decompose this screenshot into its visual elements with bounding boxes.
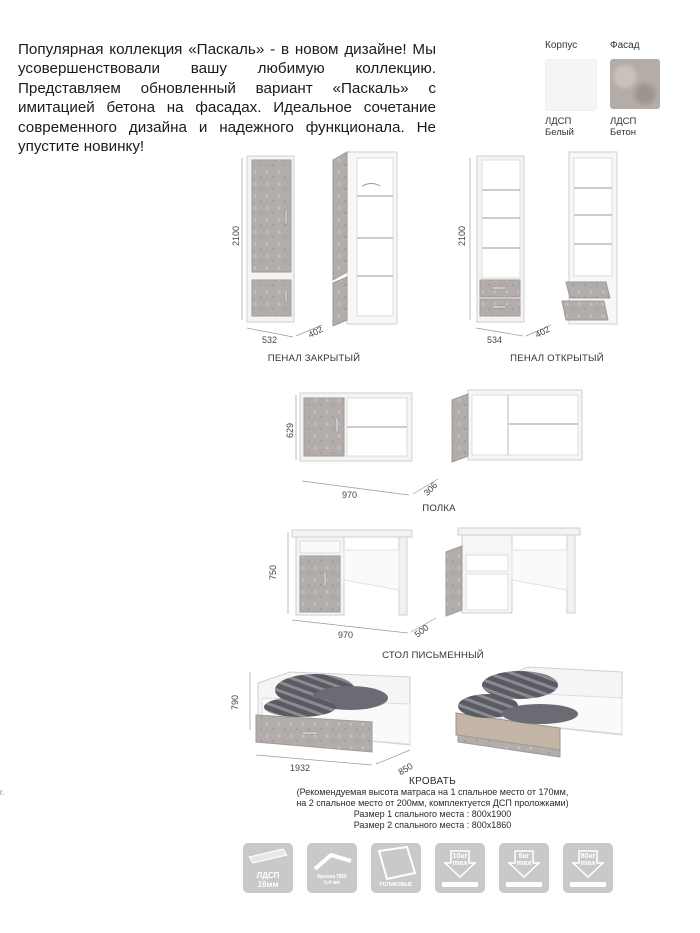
- ldsp-label: ЛДСП 16мм: [256, 871, 280, 889]
- bed-note-line2: на 2 спальное место от 200мм, комплектуется ДСП проложками): [296, 798, 569, 808]
- penal-open-caption: ПЕНАЛ ОТКРЫТЫЙ: [510, 353, 604, 364]
- load-5kg-bar: [506, 882, 542, 887]
- bed-depth: 850: [396, 760, 415, 778]
- bed-extended: [456, 667, 622, 757]
- desk-open-view: [446, 528, 580, 616]
- korpus-name: ЛДСП Белый: [545, 116, 574, 138]
- desk-front: [292, 530, 412, 615]
- penal-open-height: 2100: [457, 225, 467, 246]
- penal-closed-front: [247, 156, 294, 322]
- desk-width: 970: [338, 630, 354, 640]
- load-10kg-bar: [442, 882, 478, 887]
- desk-caption: СТОЛ ПИСЬМЕННЫЙ: [382, 650, 484, 661]
- load-10kg-label: 10кг max: [452, 851, 468, 867]
- pvc-label: Кромка ПВХ 0,4 мм: [317, 874, 347, 886]
- fasad-label: Фасад: [610, 40, 640, 51]
- load-5kg-label: 5кг max: [516, 851, 532, 867]
- load-5kg-icon: [499, 843, 549, 893]
- desk-height: 750: [268, 564, 278, 580]
- fasad-name: ЛДСП Бетон: [610, 116, 637, 138]
- ldsp-board-icon: [243, 843, 293, 893]
- bed-height: 790: [230, 694, 240, 710]
- bed-note-line1: (Рекомендуемая высота матраса на 1 спальное место от 170мм,: [296, 787, 569, 797]
- penal-closed-width: 532: [262, 335, 278, 345]
- penal-open-drawers-view: [562, 152, 617, 324]
- penal-closed-depth: 402: [306, 324, 325, 340]
- bed-closed: [256, 672, 410, 752]
- load-80kg-label: 80кг max: [580, 851, 596, 867]
- bed-caption: КРОВАТЬ: [408, 776, 457, 787]
- penal-open-depth: 402: [533, 324, 552, 340]
- edge-text: r.: [0, 788, 5, 797]
- shelf-front: [300, 393, 412, 461]
- load-10kg-icon: [435, 843, 485, 893]
- shelf-width: 970: [342, 490, 358, 500]
- bed-width: 1932: [290, 763, 311, 773]
- roller-label: РОЛИКОВЫЕ: [379, 882, 413, 888]
- shelf-caption: ПОЛКА: [422, 503, 456, 514]
- bed-note: [250, 776, 615, 831]
- pvc-edge-icon: [307, 843, 357, 893]
- penal-closed-height: 2100: [231, 225, 241, 246]
- korpus-label: Корпус: [545, 40, 578, 51]
- bed-note-line4: Размер 2 спального места : 800х1860: [353, 820, 512, 830]
- desk-depth: 500: [412, 622, 431, 640]
- shelf-depth: 306: [421, 480, 440, 498]
- penal-open-width: 534: [487, 335, 503, 345]
- load-80kg-icon: [563, 843, 613, 893]
- shelf-open-view: [452, 390, 582, 462]
- bed-note-line3: Размер 1 спального места : 800х1900: [353, 809, 512, 819]
- penal-closed-caption: ПЕНАЛ ЗАКРЫТЫЙ: [267, 353, 361, 364]
- penal-open-front: [477, 156, 524, 322]
- penal-closed-open-view: [333, 152, 397, 326]
- load-80kg-bar: [570, 882, 606, 887]
- shelf-height: 629: [285, 422, 295, 438]
- roller-guides-icon: [371, 843, 421, 893]
- intro-paragraph: Популярная коллекция «Паскаль» - в новом дизайне! Мы усовершенствовали вашу любимую коллекцию. Представляем обновленный вариант «Паскаль» с имитацией бетона на фасадах. Идеальное сочетание современного дизайна и надежного функционала. Не упустите новинку!: [18, 41, 436, 156]
